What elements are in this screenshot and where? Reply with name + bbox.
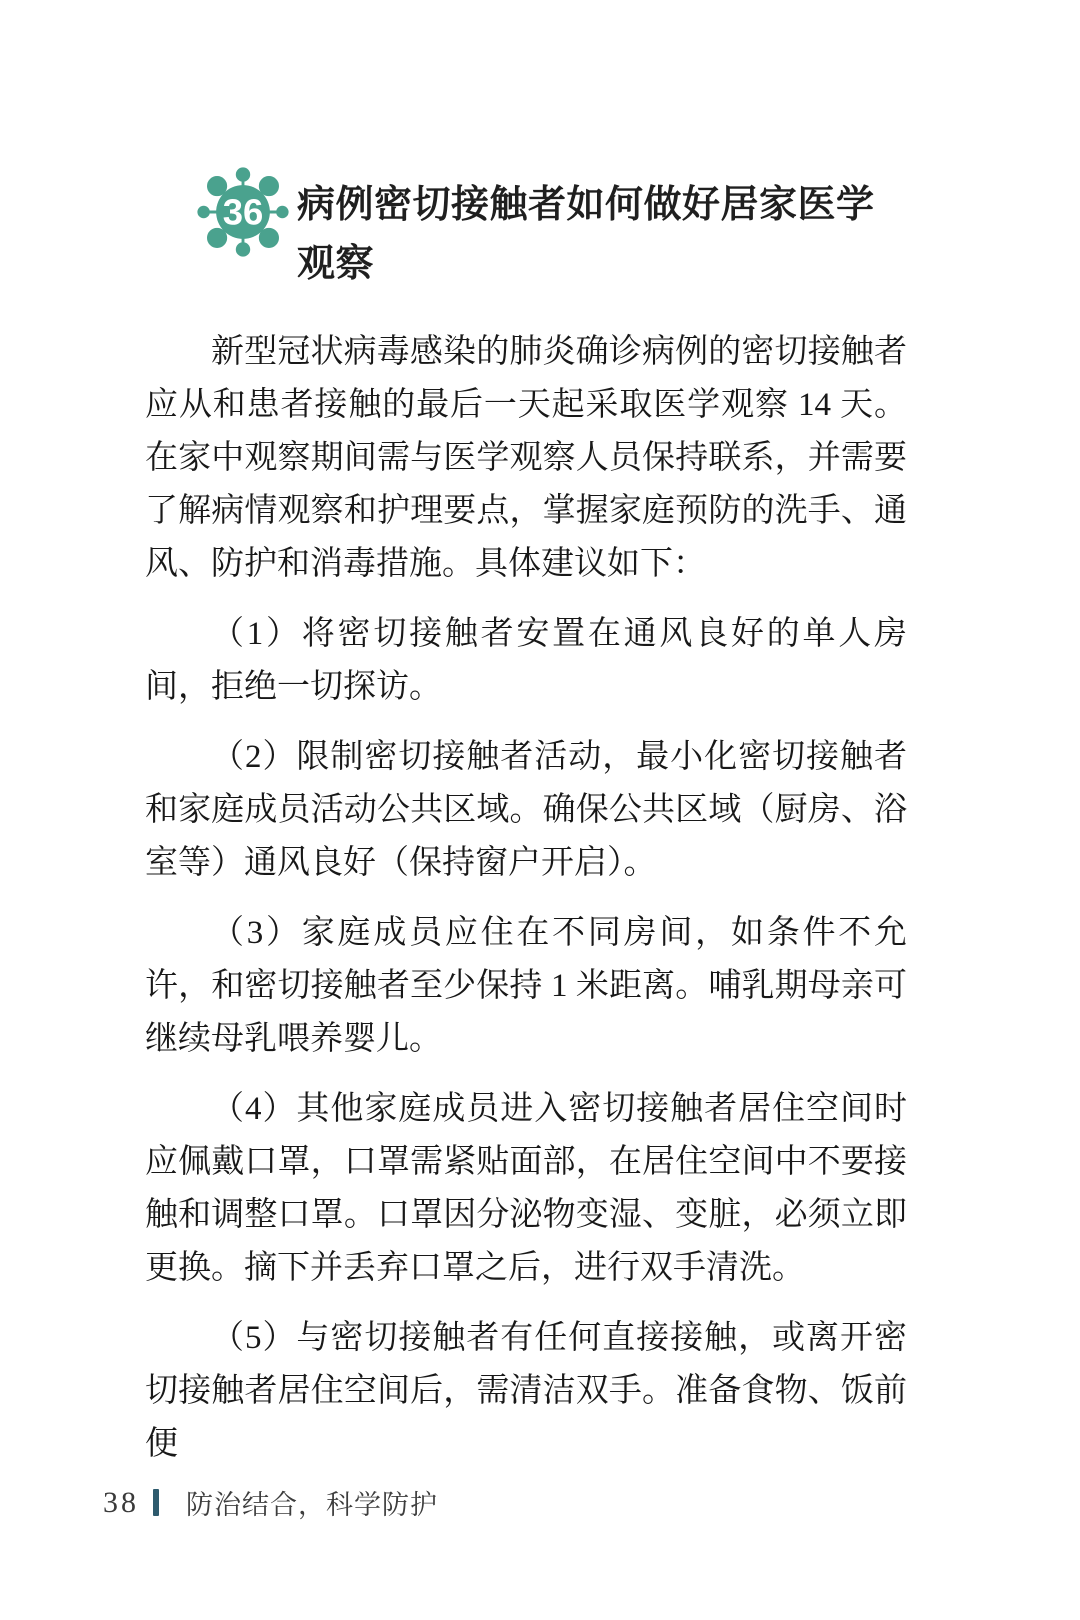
paragraph: （3）家庭成员应住在不同房间，如条件不允许，和密切接触者至少保持 1 米距离。哺乳期母亲可继续母乳喂养婴儿。 — [145, 915, 907, 1057]
paragraph: （5）与密切接触者有任何直接接触，或离开密切接触者居住空间后，需清洁双手。准备食物、饭前便 — [145, 1320, 907, 1462]
paragraph: （4）其他家庭成员进入密切接触者居住空间时应佩戴口罩，口罩需紧贴面部，在居住空间中不要接触和调整口罩。口罩因分泌物变湿、变脏，必须立即更换。摘下并丢弃口罩之后，进行双手清洗。 — [145, 1091, 907, 1286]
chapter-number: 36 — [222, 191, 264, 233]
page-number: 38 — [103, 1485, 139, 1519]
chapter-header — [195, 162, 887, 294]
paragraph: （1）将密切接触者安置在通风良好的单人房间，拒绝一切探访。 — [145, 616, 907, 705]
page-footer — [103, 1483, 438, 1522]
paragraph: （2）限制密切接触者活动，最小化密切接触者和家庭成员活动公共区域。确保公共区域（厨房、浴室等）通风良好（保持窗户开启）。 — [145, 739, 907, 881]
footer-slogan: 防治结合，科学防护 — [186, 1490, 438, 1520]
footer-divider — [153, 1489, 159, 1516]
chapter-title: 病例密切接触者如何做好居家医学观察 — [297, 184, 875, 285]
virus-icon — [195, 164, 291, 260]
paragraph: 新型冠状病毒感染的肺炎确诊病例的密切接触者应从和患者接触的最后一天起采取医学观察 14 天。在家中观察期间需与医学观察人员保持联系，并需要了解病情观察和护理要点，掌握家庭预防的洗手、通风、防护和消毒措施。具体建议如下： — [145, 334, 907, 582]
body-paragraphs — [145, 326, 907, 1488]
